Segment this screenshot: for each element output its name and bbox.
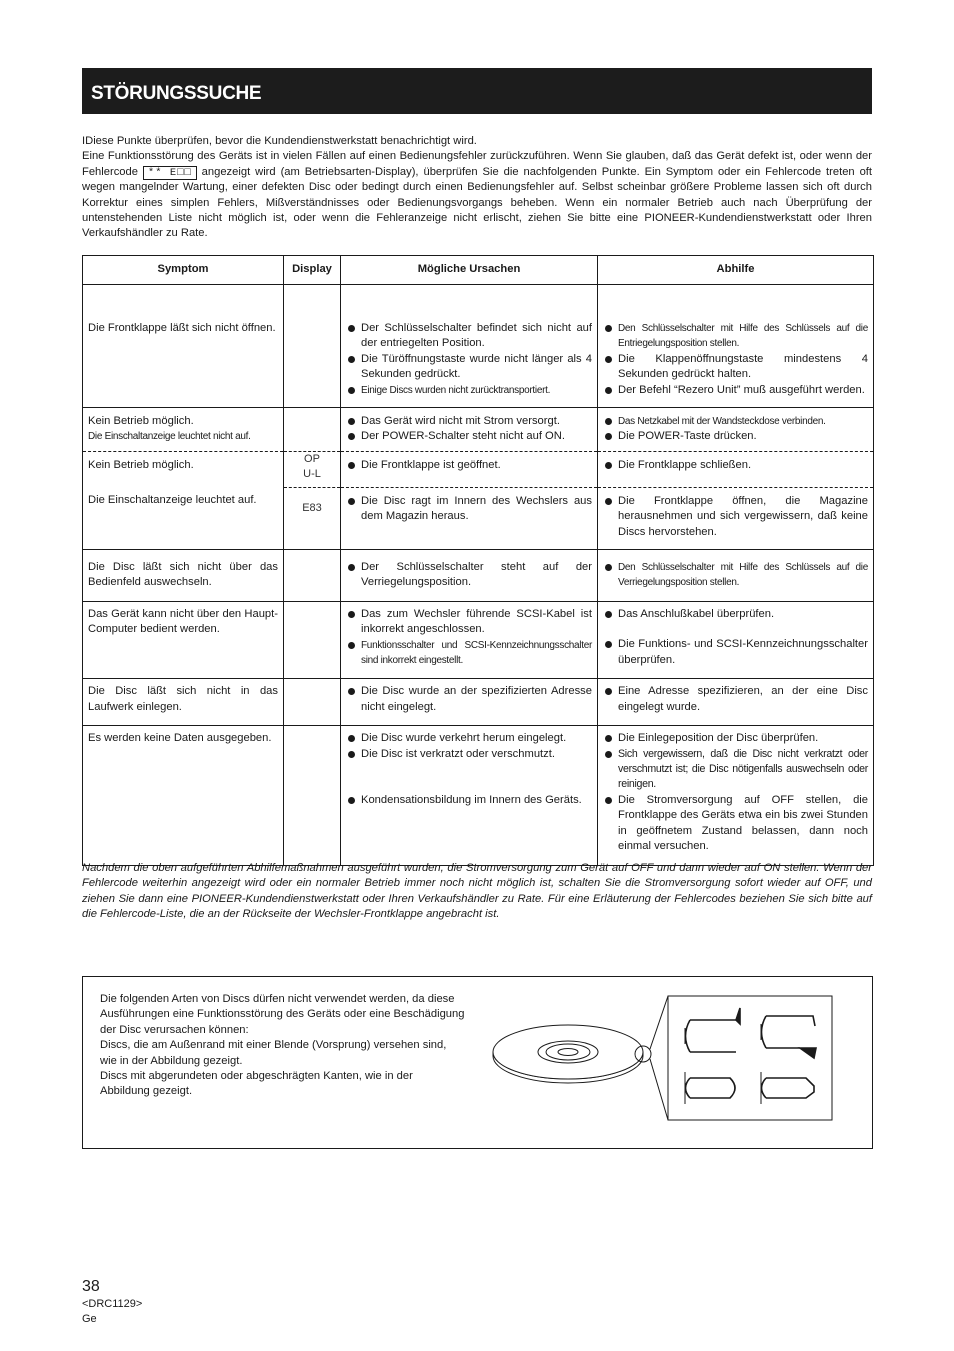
remedy-item: Den Schlüsselschalter mit Hilfe des Schlüssels auf die Verriegelungsposition stellen. [603,560,868,591]
remedy-cell [598,679,874,726]
disc-warning-text [100,992,465,1100]
causes-cell [341,601,598,679]
cause-item: Die Türöffnungstaste wurde nicht länger als 4 Sekunden gedrückt. [346,352,592,383]
causes-cell [341,726,598,866]
table-row [83,285,874,408]
symptom-cell [83,408,284,452]
disc-warning-box [82,976,873,1149]
page-title: STÖRUNGSSUCHE [91,83,262,104]
page-number: 38 [82,1278,100,1295]
display-cell [284,726,341,866]
page-footer [82,1277,142,1327]
display-cell: E83 [284,487,341,549]
section-title-bar [82,68,872,114]
cause-item: Einige Discs wurden nicht zurücktransportiert. [346,383,592,398]
cause-item: Die Disc ragt im Innern des Wechslers aus dem Magazin heraus. [346,494,592,525]
display-cell [284,408,341,452]
disc-illustration [488,992,833,1122]
causes-cell [341,451,598,487]
intro-text [82,134,872,242]
language-code: Ge [82,1313,97,1325]
intro-paragraph [82,149,872,241]
display-cell [284,285,341,408]
header-causes: Mögliche Ursachen [341,256,598,285]
symptom-cell: Das Gerät kann nicht über den Haupt-Computer bedient werden. [83,601,284,679]
symptom-cell: Die Disc läßt sich nicht über das Bedienfeld auswechseln. [83,549,284,601]
detail-frame [668,996,832,1120]
cause-item: Der POWER-Schalter steht nicht auf ON. [346,429,592,444]
cause-item: Die Frontklappe ist geöffnet. [346,458,592,473]
intro-text-before-code: Eine Funktionsstörung des Geräts ist in vielen Fällen auf einen Bedienungsfehler zurückzuführen. Wenn Sie glauben, daß das Gerät defekt ist, oder wenn der Fehlercode [82,150,872,178]
remedy-item: Die Funktions- und SCSI-Kennzeichnungsschalter überprüfen. [603,637,868,668]
remedy-cell [598,451,874,487]
display-cell [284,601,341,679]
table-row [83,726,874,866]
note-text [82,861,872,923]
remedy-cell [598,601,874,679]
remedy-cell [598,487,874,549]
cause-item: Die Disc wurde an der spezifizierten Adresse nicht eingelegt. [346,684,592,715]
causes-cell [341,487,598,549]
note-paragraph: Nachdem die oben aufgeführten Abhilfemaßnahmen ausgeführt wurden, die Stromversorgung zum Gerät auf OFF und dann wieder auf ON stellen. Wenn der Fehlercode weiterhin angezeigt wird oder ein normaler Betrieb immer noch nicht möglich ist, schalten Sie die Stromversorgung sofort wieder auf OFF, und ziehen Sie dann eine PIONEER-Kundendienstwerkstatt oder Ihren Verkaufshändler zu Rate. Für eine Erläuterung der Fehlercodes beziehen Sie sich bitte auf die Fehlercode-Liste, die an der Rückseite der Wechsler-Frontklappe angebracht ist. [82,862,872,921]
cause-item: Die Disc wurde verkehrt herum eingelegt. [346,731,592,746]
symptom-cell: Die Einschaltanzeige leuchtet auf. [83,487,284,549]
table-row [83,487,874,549]
disc-drawing [493,996,668,1120]
table-row [83,679,874,726]
remedy-item: Sich vergewissern, daß die Disc nicht verkratzt oder verschmutzt ist; die Disc nötigenfalls auswechseln oder reinigen. [603,747,868,793]
table-row [83,601,874,679]
intro-line-1: IDiese Punkte überprüfen, bevor die Kundendienstwerkstatt benachrichtigt wird. [82,135,477,147]
cause-item: Der Schlüsselschalter steht auf der Verriegelungsposition. [346,560,592,591]
remedy-item: Die Frontklappe öffnen, die Magazine herausnehmen und sich vergewissern, daß keine Discs hervorstehen. [603,494,868,540]
display-cell [284,679,341,726]
display-code-op: OP [304,452,320,465]
disc-warning-p2: Discs, die am Außenrand mit einer Blende (Vorsprung) versehen sind, wie in der Abbildung gezeigt. [100,1039,447,1067]
troubleshooting-table [82,255,874,866]
remedy-item: Der Befehl “Rezero Unit” muß ausgeführt werden. [603,383,868,398]
causes-cell [341,679,598,726]
cause-item: Kondensationsbildung im Innern des Geräts. [346,793,592,808]
display-code-ul: U-L [303,468,321,481]
edge-profile-flange-top [685,1008,740,1052]
table-row [83,549,874,601]
cause-item: Der Schlüsselschalter befindet sich nicht auf der entriegelten Position. [346,321,592,352]
error-code-box: ** E□□ [143,166,197,180]
symptom-cell: Es werden keine Daten ausgegeben. [83,726,284,866]
model-code: <DRC1129> [82,1298,143,1310]
cause-item: Das Gerät wird nicht mit Strom versorgt. [346,414,592,429]
table-row [83,451,874,487]
remedy-item: Die Klappenöffnungstaste mindestens 4 Sekunden gedrückt halten. [603,352,868,383]
remedy-item: Die Stromversorgung auf OFF stellen, die Frontklappe des Geräts etwa ein bis zwei Stunden in geöffnetem Zustand belassen, dann noch einmal versuchen. [603,793,868,855]
edge-profile-beveled [761,1072,814,1104]
symptom-cell: Die Frontklappe läßt sich nicht öffnen. [83,285,284,408]
disc-warning-p1: Die folgenden Arten von Discs dürfen nicht verwendet werden, da diese Ausführungen eine Funktionsstörung des Geräts oder eine Beschädigung der Disc verursachen können: [100,993,465,1036]
remedy-item: Die POWER-Taste drücken. [603,429,868,444]
header-display: Display [284,256,341,285]
display-cell [284,451,341,487]
symptom-text: Kein Betrieb möglich. [88,415,194,428]
edge-profile-flange-bottom [761,1016,816,1058]
remedy-item: Das Anschlußkabel überprüfen. [603,607,868,622]
remedy-cell [598,549,874,601]
cause-item: Die Disc ist verkratzt oder verschmutzt. [346,747,592,762]
symptom-cell: Die Disc läßt sich nicht in das Laufwerk einlegen. [83,679,284,726]
header-remedy: Abhilfe [598,256,874,285]
cause-item: Funktionsschalter und SCSI-Kennzeichnungsschalter sind inkorrekt eingestellt. [346,638,592,669]
remedy-item: Den Schlüsselschalter mit Hilfe des Schlüssels auf die Entriegelungsposition stellen. [603,321,868,352]
table-row [83,408,874,452]
remedy-item: Die Einlegeposition der Disc überprüfen. [603,731,868,746]
causes-cell [341,408,598,452]
table-header-row [83,256,874,285]
remedy-cell [598,726,874,866]
causes-cell [341,285,598,408]
remedy-item: Das Netzkabel mit der Wandsteckdose verbinden. [603,414,868,429]
display-cell [284,549,341,601]
symptom-cell: Kein Betrieb möglich. [83,451,284,487]
edge-profile-rounded [685,1072,735,1104]
intro-text-after-code: angezeigt wird (am Betriebsarten-Display), überprüfen Sie die nachfolgenden Punkte. Ein Symptom oder ein Fehlercode treten oft wegen mangelnder Wartung, einer defekten Disc oder bedingt durch einen Bedienungsfehler auf. Selbst scheinbar größere Probleme lassen sich oft durch Korrektur eines simplen Fehlers, Mißverständnisses oder Bedienungsvorgangs beheben. Wenn ein normaler Betrieb auch nach Überprüfung der untenstehenden Liste nicht möglich ist, oder wenn die Fehleranzeige nicht erlischt, ziehen Sie bitte eine PIONEER-Kundendienstwerkstatt oder Ihren Verkaufshändler zu Rate. [82,165,873,240]
symptom-subtext: Die Einschaltanzeige leuchtet nicht auf. [88,431,251,443]
remedy-cell [598,285,874,408]
header-symptom: Symptom [83,256,284,285]
cause-item: Das zum Wechsler führende SCSI-Kabel ist inkorrekt angeschlossen. [346,607,592,638]
disc-warning-p3: Discs mit abgerundeten oder abgeschrägten Kanten, wie in der Abbildung gezeigt. [100,1070,413,1098]
causes-cell [341,549,598,601]
remedy-cell [598,408,874,452]
remedy-item: Die Frontklappe schließen. [603,458,868,473]
remedy-item: Eine Adresse spezifizieren, an der eine Disc eingelegt wurde. [603,684,868,715]
